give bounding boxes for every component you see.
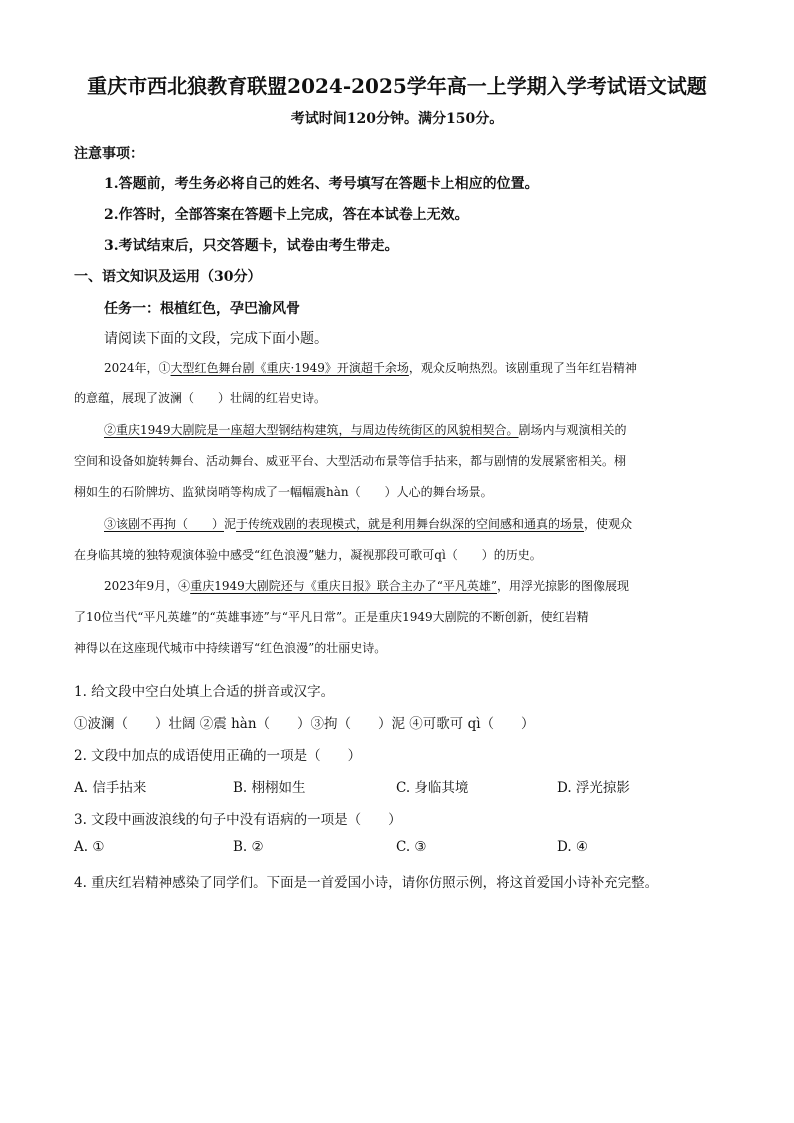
q3-option-a[interactable]: A. ① [74, 839, 105, 855]
q2-option-d[interactable]: D. 浮光掠影 [557, 780, 630, 796]
instruction: 请阅读下面的文段，完成下面小题。 [104, 331, 328, 347]
q2-option-b[interactable]: B. 栩栩如生 [233, 780, 306, 796]
passage-line: 空间和设备如旋转舞台、活动舞台、威亚平台、大型活动布景等信手拈来，都与剧情的发展紧密相关。栩 [74, 454, 627, 468]
passage-line: 栩如生的石阶牌坊、监狱岗哨等构成了一幅幅震hàn（ ）人心的舞台场景。 [74, 485, 493, 499]
wavy-sentence-3: ③该剧不再拘（ ） [104, 517, 225, 531]
notice-item-2: 2.作答时，全部答案在答题卡上完成，答在本试卷上无效。 [104, 207, 469, 223]
passage-line: 2024年，①大型红色舞台剧《重庆·1949》开演超千余场，观众反响热烈。该剧重现了当年红岩精神 [104, 361, 637, 375]
question-3: 3. 文段中画波浪线的句子中没有语病的一项是（ ） [74, 812, 402, 828]
question-2: 2. 文段中加点的成语使用正确的一项是（ ） [74, 748, 362, 764]
q3-option-b[interactable]: B. ② [233, 839, 264, 855]
passage-line: ③该剧不再拘（ ）泥于传统戏剧的表现模式，就是利用舞台纵深的空间感和通真的场景，使观众 [104, 517, 633, 531]
exam-time-score: 考试时间120分钟。满分150分。 [290, 111, 504, 127]
question-4: 4. 重庆红岩精神感染了同学们。下面是一首爱国小诗，请你仿照示例，将这首爱国小诗补充完整。 [74, 875, 659, 891]
task-heading: 任务一：根植红色，孕巴渝风骨 [104, 301, 300, 317]
q2-option-a[interactable]: A. 信手拈来 [74, 780, 147, 796]
exam-title: 重庆市西北狼教育联盟2024-2025学年高一上学期入学考试语文试题 [87, 74, 707, 98]
passage-line: 神得以在这座现代城市中持续谱写“红色浪漫”的壮丽史诗。 [74, 641, 387, 655]
wavy-sentence-2: ②重庆1949大剧院是一座超大型钢结构建筑，与周边传统街区的风貌相契合。 [104, 423, 519, 437]
section-heading: 一、语文知识及运用（30分） [74, 269, 262, 285]
notice-item-3: 3.考试结束后，只交答题卡，试卷由考生带走。 [104, 238, 399, 254]
q2-option-c[interactable]: C. 身临其境 [396, 780, 469, 796]
notice-item-1: 1.答题前，考生务必将自己的姓名、考号填写在答题卡上相应的位置。 [104, 176, 539, 192]
wavy-sentence-1: 大型红色舞台剧《重庆·1949》开演超千余场 [170, 361, 409, 375]
question-1: 1. 给文段中空白处填上合适的拼音或汉字。 [74, 684, 335, 700]
passage-line: 在身临其境的独特观演体验中感受“红色浪漫”魅力，凝视那段可歌可qì（ ）的历史。 [74, 548, 542, 562]
notice-heading: 注意事项： [74, 146, 144, 162]
passage-line: 了10位当代“平凡英雄”的“英雄事迹”与“平凡日常”。正是重庆1949大剧院的不断创新，使红岩精 [74, 610, 589, 624]
passage-line: 的意蕴，展现了波澜（ ）壮阔的红岩史诗。 [74, 391, 327, 405]
passage-line: ②重庆1949大剧院是一座超大型钢结构建筑，与周边传统街区的风貌相契合。剧场内与观演相关的 [104, 423, 627, 437]
passage-line: 2023年9月，④重庆1949大剧院还与《重庆日报》联合主办了“平凡英雄”，用浮光掠影的图像展现 [104, 579, 630, 593]
question-1-blanks: ①波澜（ ）壮阔 ②震 hàn（ ）③拘（ ）泥 ④可歌可 qì（ ） [74, 716, 535, 732]
q3-option-d[interactable]: D. ④ [557, 839, 589, 855]
wavy-sentence-4: 重庆1949大剧院还与《重庆日报》联合主办了“平凡英雄” [190, 579, 497, 593]
q3-option-c[interactable]: C. ③ [396, 839, 427, 855]
